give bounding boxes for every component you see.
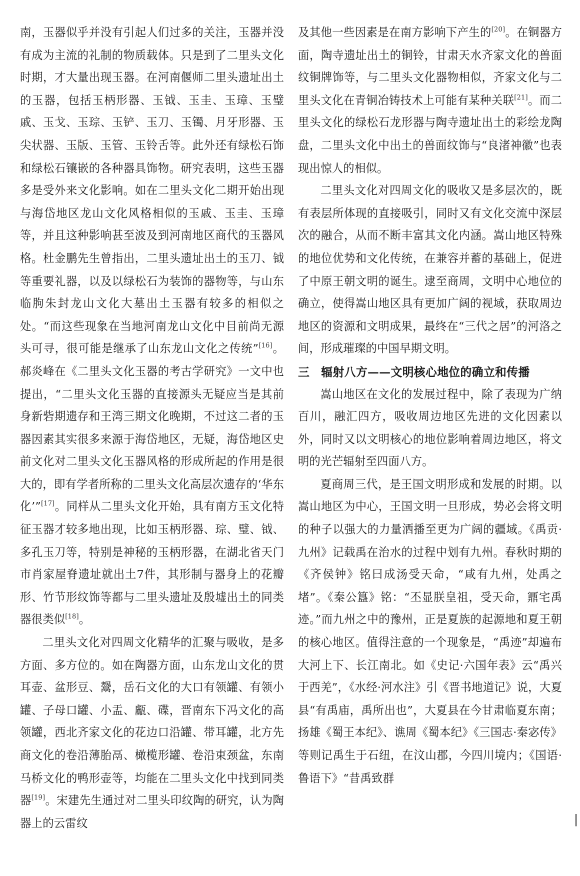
paragraph-text: 。在铜器方面，陶寺遗址出土的铜铃，甘肃天水齐家文化的兽面纹铜牌饰等，与二里头文化器物相似，齐家文化与二里头文化在青铜冶铸技术上可能有某种关联	[298, 26, 562, 107]
paragraph: 夏商周三代，是王国文明形成和发展的时期。以嵩山地区为中心，王国文明一旦形成，势必会将文明的种子以强大的力量洒播至更为广阔的疆域。《禹贡·九州》记载禹在治水的过程中划有九州。春秋时期的《齐侯钟》铭曰成汤受天命，“咸有九州，处禹之堵”。《秦公簋》铭：“丕显朕皇祖，受天命，鼏宅禹迹。”而九州之中的豫州，正是夏族的起源地和夏王朝的核心地区。值得注意的一个现象是，“禹迹”却遍布大河上下、长江南北。如《史记·六国年表》云“禹兴于西羌”，《水经·河水注》引《晋书地道记》说，大夏县“有禹庙，禹所出也”，大夏县在今甘肃临夏东南；扬雄《蜀王本纪》、谯周《蜀本纪》《三国志·秦宓传》等则记禹生于石纽，在汶山郡，今四川境内；《国语·鲁语下》“昔禹致群	[298, 477, 562, 785]
paragraph-text: 及其他一些因素是在南方影响下产生的	[298, 26, 492, 39]
margin-mark: |	[573, 812, 578, 826]
paragraph	[298, 22, 562, 180]
section-heading: 三 辐射八方——文明核心地位的确立和传播	[298, 364, 530, 379]
citation-18: [18]	[65, 612, 79, 621]
paragraph-text: 。而二里头文化的绿松石龙形器与陶寺遗址出土的彩绘龙陶盘，二里头文化中出土的兽面纹饰与“良渚神徽”也表现出惊人的相似。	[298, 93, 562, 175]
paragraph: 二里头文化对四周文化的吸收又是多层次的，既有表层所体现的直接吸引，同时又有文化交流中深层次的融合，从而不断丰富其文化内涵。嵩山地区特殊的地位优势和文化传统，在兼容并蓄的基础上，促进了中原王朝文明的诞生。逮至商周，文明中心地位的确立，使得嵩山地区具有更加广阔的视域，获取周边地区的资源和文明成果，最终在“三代之居”的河洛之间，形成璀璨的中国早期文明。	[298, 184, 562, 356]
paragraph	[20, 632, 284, 835]
citation-21: [21]	[514, 93, 528, 102]
paragraph: 嵩山地区在文化的发展过程中，除了表现为广纳百川，融汇四方，吸收周边地区先进的文化因素以外，同时又以文明核心的地位影响着周边地区，将文明的光芒辐射至四面八方。	[298, 387, 562, 469]
citation-16: [16]	[258, 341, 273, 350]
paragraph-text: 。同样从二里头文化开始，具有南方玉文化特征玉器才较多地出现，比如玉柄形器、琮、璧、钺、多孔玉刀等，特别是神秘的玉柄形器，在湖北省天门市肖家屋脊遗址就出土7件，其形制与器身上的花瓣形、竹节形纹饰等都与二里头遗址及殷墟出土的同类器很类似	[20, 500, 284, 627]
left-column	[20, 22, 284, 835]
citation-17: [17]	[40, 499, 55, 508]
citation-20: [20]	[491, 25, 506, 34]
paragraph-text: 。	[78, 613, 91, 627]
paragraph	[20, 22, 284, 632]
paragraph-text: 。宋建先生通过对二里头印纹陶的研究，认为陶器上的云雷纹	[20, 794, 284, 830]
paragraph-text: 。郝炎峰在《二里头文化玉器的考古学研究》一文中也提出，“二里头文化玉器的直接源头无疑应当是其前身新砦期遗存和王湾三期文化晚期，不过这二者的玉器因素其实很多来源于海岱地区，无疑，海岱地区史前文化对二里头文化玉器风格的形成所起的作用是很大的，即有学者所称的二里头文化高层次遗存的‘华东化’”	[20, 342, 284, 514]
paragraph-text: 南，玉器似乎并没有引起人们过多的关注，玉器并没有成为主流的礼制的物质载体。只是到了二里头文化时期，才大量出现玉器。在河南偃师二里头遗址出土的玉器，包括玉柄形器、玉钺、玉圭、玉璋、玉璧戚、玉戈、玉琮、玉铲、玉刀、玉镯、月牙形器、玉尖状器、玉版、玉管、玉铃舌等。此外还有绿松石饰和绿松石镶嵌的各种器具饰物。研究表明，这些玉器多是受外来文化影响。如在二里头文化二期开始出现与海岱地区龙山文化风格相似的玉戚、玉圭、玉璋等，并且这种影响甚至波及到河南地区商代的玉器风格。杜金鹏先生曾指出，二里头遗址出土的玉刀、钺等重要礼器，以及以绿松石为装饰的器物等，与山东临朐朱封龙山文化大墓出土玉器有较多的相似之处。“而这些现象在当地河南龙山文化中目前尚无源头可寻，很可能是继承了山东龙山文化之传统”	[20, 26, 284, 356]
paragraph-text: 二里头文化对四周文化精华的汇聚与吸收，是多方面、多方位的。如在陶器方面，山东龙山文化的贯耳壶、盆形豆、鬶，岳石文化的大口有领罐、有领小罐、子母口罐、小盂、甗、碟，晋南东下冯文化的高领罐，西北齐家文化的花边口沿罐、带耳罐，北方先商文化的卷沿薄胎鬲、橄榄形罐、卷沿束颈盆，东南马桥文化的鸭形壶等，均能在二里头文化中找到同类器	[20, 636, 284, 808]
right-column	[298, 22, 562, 790]
citation-19: [19]	[31, 793, 46, 802]
